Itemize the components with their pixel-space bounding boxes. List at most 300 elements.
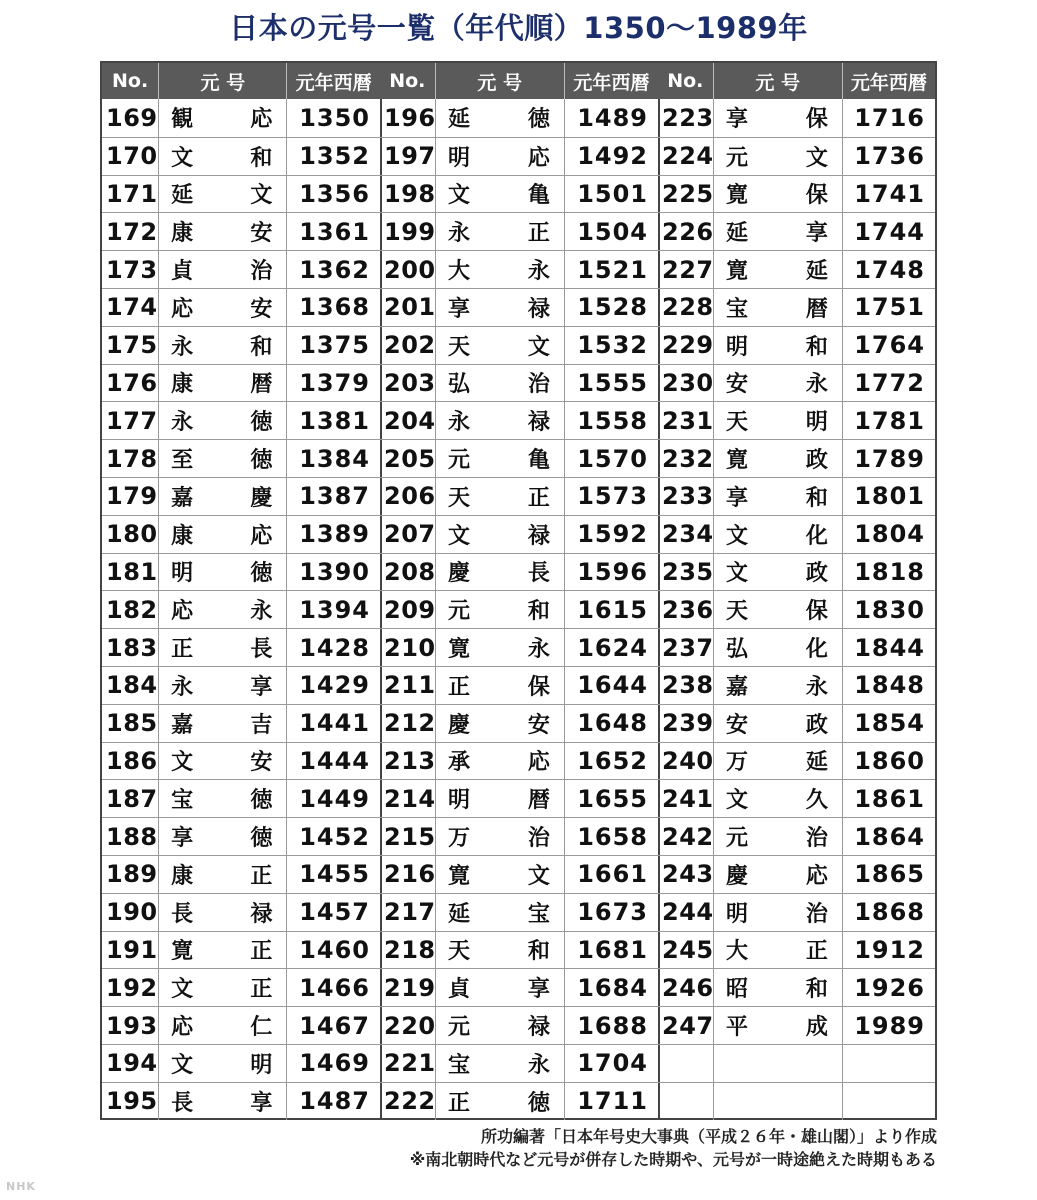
- era-name: [714, 591, 843, 628]
- table-row: [102, 439, 380, 477]
- first-year: 1854: [854, 709, 925, 738]
- era-name: [436, 402, 565, 439]
- era-char: 永: [805, 372, 828, 398]
- header-era: 元 号: [714, 63, 843, 99]
- header-no: No.: [380, 63, 436, 99]
- era-char: 元: [448, 599, 471, 625]
- table-row: [102, 553, 380, 591]
- first-year: 1751: [854, 293, 925, 322]
- table-row: [380, 817, 658, 855]
- table-block: [658, 61, 937, 1120]
- era-number: 245: [658, 932, 714, 969]
- era-number: 189: [102, 856, 159, 893]
- era-number: 225: [658, 176, 714, 213]
- table-row: [658, 288, 935, 326]
- era-char: 政: [805, 561, 828, 587]
- era-char: 元: [726, 826, 749, 852]
- era-char: 元: [448, 448, 471, 474]
- era-name: [714, 894, 843, 931]
- era-name: [159, 478, 287, 515]
- era-number: 232: [658, 440, 714, 477]
- era-char: 延: [448, 107, 471, 133]
- era-name: [714, 402, 843, 439]
- first-year: 1804: [854, 520, 925, 549]
- era-char: 保: [805, 107, 828, 133]
- header-era: 元 号: [436, 63, 565, 99]
- era-number: 204: [380, 402, 436, 439]
- table-row: [380, 99, 658, 137]
- first-year: 1492: [577, 142, 648, 171]
- first-year: 1558: [577, 406, 648, 435]
- first-year: 1489: [577, 103, 648, 132]
- era-number: 228: [658, 289, 714, 326]
- table-row: [380, 628, 658, 666]
- era-char: 亀: [527, 183, 550, 209]
- era-char: 元: [448, 1015, 471, 1041]
- era-name: [714, 251, 843, 288]
- first-year: 1868: [854, 898, 925, 927]
- era-name: [436, 667, 565, 704]
- era-name: [436, 516, 565, 553]
- era-char: 応: [171, 599, 194, 625]
- table-row: [102, 779, 380, 817]
- era-number: 178: [102, 440, 159, 477]
- first-year: 1501: [577, 179, 648, 208]
- era-number: 233: [658, 478, 714, 515]
- table-row: [102, 401, 380, 439]
- era-number: 220: [380, 1007, 436, 1044]
- table-row: [102, 477, 380, 515]
- era-number: 200: [380, 251, 436, 288]
- era-char: 天: [448, 485, 471, 511]
- era-char: 天: [448, 939, 471, 965]
- era-name: [436, 440, 565, 477]
- era-name: [159, 780, 287, 817]
- era-name: [436, 969, 565, 1006]
- era-number: 193: [102, 1007, 159, 1044]
- first-year: 1455: [299, 860, 370, 889]
- era-number: 199: [380, 213, 436, 250]
- era-name: [159, 705, 287, 742]
- era-name: [159, 1045, 287, 1082]
- table-row: [380, 250, 658, 288]
- era-char: 永: [448, 221, 471, 247]
- era-char: 宝: [726, 296, 749, 322]
- first-year: 1741: [854, 179, 925, 208]
- era-char: 貞: [171, 259, 194, 285]
- era-char: 正: [250, 939, 273, 965]
- table-row: [658, 515, 935, 553]
- table-row: [380, 364, 658, 402]
- era-char: 康: [171, 221, 194, 247]
- era-char: 文: [726, 523, 749, 549]
- first-year: 1362: [299, 255, 370, 284]
- era-number: 195: [102, 1083, 159, 1120]
- table-row: [380, 326, 658, 364]
- era-number: 219: [380, 969, 436, 1006]
- table-row: [102, 855, 380, 893]
- first-year: 1772: [854, 368, 925, 397]
- first-year: 1644: [577, 671, 648, 700]
- first-year: 1801: [854, 482, 925, 511]
- era-name: [436, 478, 565, 515]
- era-name: [436, 365, 565, 402]
- first-year: 1387: [299, 482, 370, 511]
- first-year: 1379: [299, 368, 370, 397]
- first-year: 1356: [299, 179, 370, 208]
- era-name: [436, 1083, 565, 1120]
- table-row: [658, 439, 935, 477]
- era-number: 174: [102, 289, 159, 326]
- era-name: [159, 402, 287, 439]
- era-char: 文: [250, 183, 273, 209]
- first-year: 1658: [577, 822, 648, 851]
- era-number: 241: [658, 780, 714, 817]
- era-char: 安: [250, 296, 273, 322]
- era-char: 寛: [171, 939, 194, 965]
- era-name: [159, 1083, 287, 1120]
- table-row: [658, 931, 935, 969]
- era-number: 187: [102, 780, 159, 817]
- era-char: 和: [250, 145, 273, 171]
- first-year: 1661: [577, 860, 648, 889]
- table-row: [102, 628, 380, 666]
- first-year: 1389: [299, 520, 370, 549]
- table-row: [658, 666, 935, 704]
- first-year: 1655: [577, 784, 648, 813]
- table-row: [380, 553, 658, 591]
- first-year: 1716: [854, 103, 925, 132]
- first-year: [843, 1045, 935, 1082]
- era-char: 禄: [250, 901, 273, 927]
- era-number: 209: [380, 591, 436, 628]
- era-name: [159, 289, 287, 326]
- era-char: 天: [726, 599, 749, 625]
- era-name: [436, 705, 565, 742]
- era-char: 吉: [250, 712, 273, 738]
- era-number: 216: [380, 856, 436, 893]
- era-name: [714, 176, 843, 213]
- era-number: 214: [380, 780, 436, 817]
- era-name: [159, 176, 287, 213]
- era-name: [714, 780, 843, 817]
- era-char: 暦: [250, 372, 273, 398]
- era-number: 235: [658, 554, 714, 591]
- era-name: [714, 818, 843, 855]
- table-row: [658, 175, 935, 213]
- table-row: [380, 212, 658, 250]
- table-row: [658, 1006, 935, 1044]
- first-year: 1673: [577, 898, 648, 927]
- era-number: 227: [658, 251, 714, 288]
- era-char: 宝: [171, 788, 194, 814]
- era-char: 延: [805, 750, 828, 776]
- era-char: 康: [171, 523, 194, 549]
- first-year: 1688: [577, 1011, 648, 1040]
- table-row: [658, 212, 935, 250]
- era-name: [714, 969, 843, 1006]
- era-name: [714, 99, 843, 137]
- era-number: 172: [102, 213, 159, 250]
- era-char: 文: [448, 183, 471, 209]
- era-number: 184: [102, 667, 159, 704]
- table-row: [380, 742, 658, 780]
- era-char: 和: [805, 485, 828, 511]
- page-title: 日本の元号一覧（年代順）1350〜1989年: [229, 11, 808, 45]
- era-char: 正: [448, 1090, 471, 1116]
- era-char: 貞: [448, 977, 471, 1003]
- table-row: [102, 99, 380, 137]
- era-number: 203: [380, 365, 436, 402]
- era-number: 169: [102, 99, 159, 137]
- era-name: [159, 365, 287, 402]
- era-number: 244: [658, 894, 714, 931]
- era-number: 190: [102, 894, 159, 931]
- header-no: No.: [102, 63, 159, 99]
- era-name: [714, 554, 843, 591]
- era-name: [436, 1007, 565, 1044]
- era-char: 長: [171, 1090, 194, 1116]
- table-row: [380, 931, 658, 969]
- era-char: 正: [448, 674, 471, 700]
- first-year: 1570: [577, 444, 648, 473]
- era-char: 和: [805, 977, 828, 1003]
- era-name: [714, 1007, 843, 1044]
- era-char: 永: [171, 674, 194, 700]
- first-year: 1848: [854, 671, 925, 700]
- table-row: [658, 968, 935, 1006]
- era-char: 明: [726, 901, 749, 927]
- era-char: 弘: [726, 637, 749, 663]
- era-name: [436, 629, 565, 666]
- era-char: 成: [805, 1015, 828, 1041]
- era-char: 天: [448, 334, 471, 360]
- era-number: 215: [380, 818, 436, 855]
- era-number: 202: [380, 327, 436, 364]
- era-name: [159, 969, 287, 1006]
- table-row: [102, 1006, 380, 1044]
- era-name: [159, 138, 287, 175]
- table-row: [380, 704, 658, 742]
- era-char: 文: [448, 523, 471, 549]
- first-year: 1711: [577, 1087, 648, 1116]
- first-year: 1457: [299, 898, 370, 927]
- era-number: 201: [380, 289, 436, 326]
- era-char: 永: [527, 259, 550, 285]
- era-name: [159, 818, 287, 855]
- era-char: 正: [250, 977, 273, 1003]
- first-year: 1648: [577, 709, 648, 738]
- era-char: 嘉: [726, 674, 749, 700]
- era-char: 平: [726, 1015, 749, 1041]
- era-name: [159, 591, 287, 628]
- era-number: 211: [380, 667, 436, 704]
- era-name: [159, 99, 287, 137]
- header-year: 元年西暦: [295, 71, 372, 94]
- era-char: 禄: [527, 296, 550, 322]
- era-char: 徳: [250, 448, 273, 474]
- era-char: 禄: [527, 523, 550, 549]
- era-char: 大: [726, 939, 749, 965]
- era-char: 慶: [250, 485, 273, 511]
- table-row: [658, 401, 935, 439]
- era-char: 応: [171, 296, 194, 322]
- era-char: 文: [805, 145, 828, 171]
- table-row: [380, 401, 658, 439]
- footer: [0, 1125, 937, 1171]
- era-number: 197: [380, 138, 436, 175]
- era-char: 亀: [527, 448, 550, 474]
- header-no: No.: [658, 63, 714, 99]
- first-year: 1865: [854, 860, 925, 889]
- first-year: 1789: [854, 444, 925, 473]
- first-year: 1467: [299, 1011, 370, 1040]
- table-row: [658, 704, 935, 742]
- era-char: 寛: [726, 183, 749, 209]
- era-number: 207: [380, 516, 436, 553]
- first-year: 1384: [299, 444, 370, 473]
- table-row: [102, 364, 380, 402]
- era-name: [714, 743, 843, 780]
- era-number: 205: [380, 440, 436, 477]
- first-year: 1818: [854, 557, 925, 586]
- era-char: 文: [726, 561, 749, 587]
- table-row: [102, 1082, 380, 1120]
- first-year: 1449: [299, 784, 370, 813]
- era-char: 延: [171, 183, 194, 209]
- header-era: 元 号: [159, 63, 287, 99]
- era-name: [159, 1007, 287, 1044]
- era-name: [159, 667, 287, 704]
- era-name: [714, 1045, 843, 1082]
- era-char: 享: [726, 107, 749, 133]
- era-char: 明: [448, 788, 471, 814]
- first-year: 1394: [299, 595, 370, 624]
- first-year: 1466: [299, 973, 370, 1002]
- table-row: [102, 742, 380, 780]
- era-char: 明: [726, 334, 749, 360]
- table-row: [102, 1044, 380, 1082]
- first-year: 1592: [577, 520, 648, 549]
- era-char: 治: [527, 372, 550, 398]
- era-char: 保: [805, 599, 828, 625]
- table-row: [102, 931, 380, 969]
- era-char: 永: [171, 334, 194, 360]
- era-char: 長: [527, 561, 550, 587]
- first-year: 1624: [577, 633, 648, 662]
- first-year: 1352: [299, 142, 370, 171]
- era-name: [159, 894, 287, 931]
- era-char: 文: [171, 145, 194, 171]
- era-number: 239: [658, 705, 714, 742]
- era-char: 保: [805, 183, 828, 209]
- first-year: 1428: [299, 633, 370, 662]
- era-char: 享: [250, 1090, 273, 1116]
- table-row: [380, 590, 658, 628]
- first-year: 1521: [577, 255, 648, 284]
- era-char: 安: [527, 712, 550, 738]
- era-char: 永: [527, 1052, 550, 1078]
- era-char: 嘉: [171, 712, 194, 738]
- era-char: 寛: [726, 448, 749, 474]
- era-char: 応: [250, 107, 273, 133]
- era-number: 170: [102, 138, 159, 175]
- era-char: 慶: [726, 863, 749, 889]
- era-number: 243: [658, 856, 714, 893]
- first-year: 1555: [577, 368, 648, 397]
- era-char: 禄: [527, 1015, 550, 1041]
- era-name: [436, 591, 565, 628]
- era-number: 212: [380, 705, 436, 742]
- era-char: 和: [527, 939, 550, 965]
- era-char: 観: [171, 107, 194, 133]
- era-number: 218: [380, 932, 436, 969]
- era-name: [714, 856, 843, 893]
- era-char: 長: [250, 637, 273, 663]
- era-char: 政: [805, 448, 828, 474]
- table-row: [658, 742, 935, 780]
- era-char: 文: [527, 334, 550, 360]
- table-row: [380, 855, 658, 893]
- era-number: 226: [658, 213, 714, 250]
- era-name: [714, 629, 843, 666]
- era-char: 安: [250, 221, 273, 247]
- era-char: 文: [171, 977, 194, 1003]
- era-number: 196: [380, 99, 436, 137]
- era-name: [714, 289, 843, 326]
- era-number: 247: [658, 1007, 714, 1044]
- era-char: 治: [805, 901, 828, 927]
- era-number: 231: [658, 402, 714, 439]
- first-year: 1912: [854, 935, 925, 964]
- era-char: 安: [726, 712, 749, 738]
- era-char: 寛: [448, 863, 471, 889]
- table-block: [380, 61, 660, 1120]
- era-number: 175: [102, 327, 159, 364]
- first-year: 1429: [299, 671, 370, 700]
- era-name: [159, 856, 287, 893]
- era-name: [159, 932, 287, 969]
- table-row: [658, 590, 935, 628]
- era-char: 天: [726, 410, 749, 436]
- era-number: 173: [102, 251, 159, 288]
- era-number: 240: [658, 743, 714, 780]
- first-year: 1528: [577, 293, 648, 322]
- era-name: [436, 818, 565, 855]
- era-number: 208: [380, 554, 436, 591]
- table-row: [658, 893, 935, 931]
- table-row: [102, 968, 380, 1006]
- table-row: [380, 666, 658, 704]
- era-number: 223: [658, 99, 714, 137]
- era-char: 暦: [527, 788, 550, 814]
- era-number: 224: [658, 138, 714, 175]
- era-name: [714, 705, 843, 742]
- table-row: [102, 893, 380, 931]
- era-number: 188: [102, 818, 159, 855]
- era-char: 治: [805, 826, 828, 852]
- era-name: [159, 743, 287, 780]
- era-char: 明: [250, 1052, 273, 1078]
- table-row: [102, 515, 380, 553]
- header-year: 元年西暦: [573, 71, 650, 94]
- first-year: 1615: [577, 595, 648, 624]
- era-char: 昭: [726, 977, 749, 1003]
- table-row: [658, 553, 935, 591]
- table-row: [102, 250, 380, 288]
- table-row: [380, 1044, 658, 1082]
- table-row: [380, 439, 658, 477]
